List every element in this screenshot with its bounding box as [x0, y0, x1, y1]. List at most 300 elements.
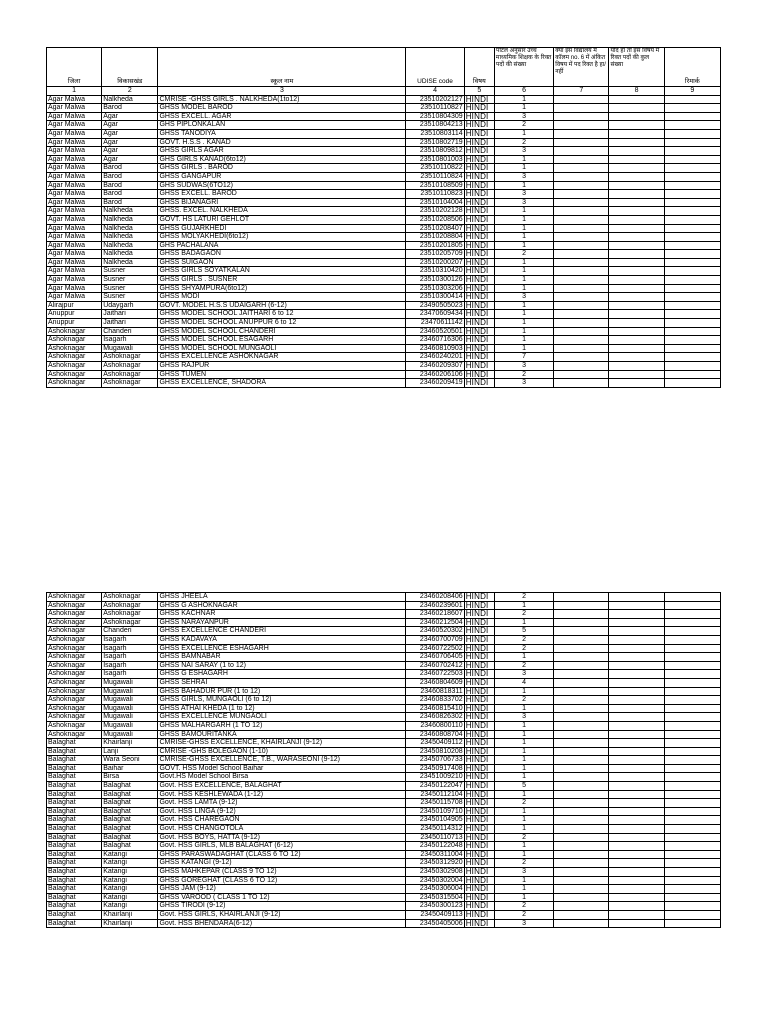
- cell-vacant-posts: 1: [494, 653, 553, 662]
- cell-udise-code: 23510200207: [406, 258, 464, 267]
- cell-vacant-posts: 1: [494, 825, 553, 834]
- cell-school-name: GHS SUDWAS(6TO12): [158, 181, 406, 190]
- cell-district: Balaghat: [47, 885, 102, 894]
- cell-block: Mugawali: [102, 687, 158, 696]
- cell-subject: HINDI: [464, 610, 494, 619]
- cell-subject: HINDI: [464, 129, 494, 138]
- cell-school-name: GHS PIPLONKALAN: [158, 121, 406, 130]
- cell-school-name: GHSS GANGAPUR: [158, 172, 406, 181]
- cell-vacant-posts: 1: [494, 181, 553, 190]
- cell-total-vacancies: [609, 739, 664, 748]
- cell-remark: [664, 138, 720, 147]
- cell-block: Balaghat: [102, 799, 158, 808]
- table-row: [47, 370, 721, 379]
- cell-total-vacancies: [609, 147, 664, 156]
- cell-vacancy-yes-no: [554, 816, 609, 825]
- cell-vacant-posts: 2: [494, 833, 553, 842]
- cell-total-vacancies: [609, 138, 664, 147]
- col-number: 3: [158, 87, 406, 96]
- cell-remark: [664, 764, 720, 773]
- cell-vacancy-yes-no: [554, 336, 609, 345]
- table-row: [47, 764, 721, 773]
- cell-vacant-posts: 2: [494, 696, 553, 705]
- cell-remark: [664, 893, 720, 902]
- cell-udise-code: 23460212504: [406, 618, 464, 627]
- cell-block: Balaghat: [102, 782, 158, 791]
- table-row: [47, 756, 721, 765]
- cell-block: Jaithari: [102, 310, 158, 319]
- cell-school-name: Govt. HSS CHANGOTOLA: [158, 825, 406, 834]
- cell-vacant-posts: 2: [494, 644, 553, 653]
- cell-vacant-posts: 1: [494, 601, 553, 610]
- cell-block: Agar: [102, 121, 158, 130]
- cell-total-vacancies: [609, 919, 664, 928]
- cell-block: Barod: [102, 198, 158, 207]
- table-row: [47, 670, 721, 679]
- cell-school-name: Govt. HSS LINGA (9-12): [158, 807, 406, 816]
- cell-block: Katangi: [102, 876, 158, 885]
- cell-remark: [664, 95, 720, 104]
- cell-district: Agar Malwa: [47, 207, 102, 216]
- cell-remark: [664, 267, 720, 276]
- cell-district: Ashoknagar: [47, 601, 102, 610]
- cell-school-name: Govt. HSS CHAREGAON: [158, 816, 406, 825]
- cell-block: Katangi: [102, 893, 158, 902]
- cell-vacancy-yes-no: [554, 241, 609, 250]
- cell-total-vacancies: [609, 344, 664, 353]
- cell-vacant-posts: 2: [494, 610, 553, 619]
- cell-district: Balaghat: [47, 859, 102, 868]
- cell-vacancy-yes-no: [554, 678, 609, 687]
- cell-total-vacancies: [609, 215, 664, 224]
- cell-school-name: GOVT. HS LATURI GEHLOT: [158, 215, 406, 224]
- cell-subject: HINDI: [464, 327, 494, 336]
- cell-subject: HINDI: [464, 593, 494, 602]
- cell-district: Ashoknagar: [47, 644, 102, 653]
- cell-district: Balaghat: [47, 782, 102, 791]
- cell-vacancy-yes-no: [554, 893, 609, 902]
- cell-vacant-posts: 1: [494, 310, 553, 319]
- cell-remark: [664, 670, 720, 679]
- cell-udise-code: 23490505023: [406, 301, 464, 310]
- cell-block: Agar: [102, 112, 158, 121]
- cell-district: Ashoknagar: [47, 696, 102, 705]
- cell-school-name: GHSS GIRLS . SUSNER: [158, 276, 406, 285]
- cell-vacancy-yes-no: [554, 224, 609, 233]
- cell-school-name: GHSS GIRLS . BAROD: [158, 164, 406, 173]
- table-row: [47, 696, 721, 705]
- cell-district: Ashoknagar: [47, 344, 102, 353]
- cell-udise-code: 23450810208: [406, 747, 464, 756]
- cell-subject: HINDI: [464, 893, 494, 902]
- cell-remark: [664, 293, 720, 302]
- cell-district: Balaghat: [47, 739, 102, 748]
- cell-remark: [664, 635, 720, 644]
- cell-vacancy-yes-no: [554, 129, 609, 138]
- cell-vacancy-yes-no: [554, 353, 609, 362]
- table-row: [47, 327, 721, 336]
- cell-vacancy-yes-no: [554, 250, 609, 259]
- cell-school-name: GOVT. H.S.S . KANAD: [158, 138, 406, 147]
- cell-udise-code: 23450409112: [406, 739, 464, 748]
- cell-block: Balaghat: [102, 816, 158, 825]
- cell-district: Agar Malwa: [47, 190, 102, 199]
- cell-udise-code: 23450706733: [406, 756, 464, 765]
- cell-subject: HINDI: [464, 859, 494, 868]
- cell-udise-code: 23450302908: [406, 868, 464, 877]
- cell-subject: HINDI: [464, 138, 494, 147]
- cell-remark: [664, 730, 720, 739]
- cell-total-vacancies: [609, 233, 664, 242]
- vacancy-table-top: [46, 47, 721, 388]
- cell-subject: HINDI: [464, 155, 494, 164]
- cell-subject: HINDI: [464, 919, 494, 928]
- cell-block: Barod: [102, 172, 158, 181]
- cell-subject: HINDI: [464, 95, 494, 104]
- cell-district: Balaghat: [47, 790, 102, 799]
- cell-district: Ashoknagar: [47, 670, 102, 679]
- cell-block: Barod: [102, 164, 158, 173]
- cell-vacant-posts: 1: [494, 267, 553, 276]
- cell-block: Chanderi: [102, 627, 158, 636]
- cell-udise-code: 23460520302: [406, 627, 464, 636]
- cell-vacant-posts: 3: [494, 198, 553, 207]
- cell-vacant-posts: 1: [494, 155, 553, 164]
- cell-vacancy-yes-no: [554, 868, 609, 877]
- cell-vacant-posts: 3: [494, 147, 553, 156]
- cell-vacancy-yes-no: [554, 773, 609, 782]
- cell-remark: [664, 233, 720, 242]
- cell-subject: HINDI: [464, 696, 494, 705]
- cell-udise-code: 23460722502: [406, 644, 464, 653]
- cell-udise-code: 23450306004: [406, 885, 464, 894]
- cell-remark: [664, 618, 720, 627]
- cell-school-name: GHSS GIRLS SOYATKALAN: [158, 267, 406, 276]
- table-row: [47, 164, 721, 173]
- cell-vacancy-yes-no: [554, 833, 609, 842]
- cell-udise-code: 23510804213: [406, 121, 464, 130]
- cell-remark: [664, 327, 720, 336]
- cell-total-vacancies: [609, 155, 664, 164]
- cell-block: Mugawali: [102, 696, 158, 705]
- cell-school-name: GHSS KADAVAYA: [158, 635, 406, 644]
- cell-vacant-posts: 1: [494, 164, 553, 173]
- cell-udise-code: 23460218607: [406, 610, 464, 619]
- cell-vacancy-yes-no: [554, 919, 609, 928]
- cell-total-vacancies: [609, 868, 664, 877]
- cell-district: Ashoknagar: [47, 379, 102, 388]
- cell-block: Lanji: [102, 747, 158, 756]
- cell-subject: HINDI: [464, 799, 494, 808]
- cell-vacant-posts: 1: [494, 850, 553, 859]
- table-row: [47, 850, 721, 859]
- cell-school-name: GHSS GIRLS, MUNGAOLI (6 to 12): [158, 696, 406, 705]
- cell-district: Agar Malwa: [47, 276, 102, 285]
- cell-vacancy-yes-no: [554, 790, 609, 799]
- cell-vacancy-yes-no: [554, 258, 609, 267]
- cell-vacant-posts: 1: [494, 104, 553, 113]
- cell-district: Ashoknagar: [47, 336, 102, 345]
- cell-district: Agar Malwa: [47, 155, 102, 164]
- cell-school-name: GHSS JHEELA: [158, 593, 406, 602]
- cell-udise-code: 23450122048: [406, 842, 464, 851]
- cell-remark: [664, 129, 720, 138]
- cell-block: Balaghat: [102, 807, 158, 816]
- cell-vacancy-yes-no: [554, 593, 609, 602]
- cell-remark: [664, 362, 720, 371]
- cell-remark: [664, 713, 720, 722]
- cell-remark: [664, 653, 720, 662]
- cell-district: Alirajpur: [47, 301, 102, 310]
- cell-total-vacancies: [609, 319, 664, 328]
- cell-district: Balaghat: [47, 747, 102, 756]
- cell-subject: HINDI: [464, 653, 494, 662]
- cell-vacancy-yes-no: [554, 362, 609, 371]
- cell-remark: [664, 833, 720, 842]
- cell-school-name: GHSS EXCELL. BAROD: [158, 190, 406, 199]
- cell-school-name: GHSS BAHADUR PUR (1 to 12): [158, 687, 406, 696]
- header-vacancy-yes-no: क्या इस विद्यालय में कॉलम no. 6 में अंकित विषय में पद रिक्त है हा/नहीं: [554, 48, 609, 87]
- cell-vacant-posts: 4: [494, 678, 553, 687]
- cell-district: Balaghat: [47, 842, 102, 851]
- table-row: [47, 825, 721, 834]
- cell-block: Nalkheda: [102, 258, 158, 267]
- cell-udise-code: 23460240201: [406, 353, 464, 362]
- cell-block: Ashoknagar: [102, 362, 158, 371]
- cell-school-name: GHSS KATANGI (9-12): [158, 859, 406, 868]
- cell-udise-code: 23450300123: [406, 902, 464, 911]
- cell-vacant-posts: 1: [494, 224, 553, 233]
- cell-total-vacancies: [609, 756, 664, 765]
- cell-block: Agar: [102, 155, 158, 164]
- table-row: [47, 310, 721, 319]
- cell-district: Ashoknagar: [47, 593, 102, 602]
- cell-school-name: GHSS KACHNAR: [158, 610, 406, 619]
- cell-total-vacancies: [609, 267, 664, 276]
- table-row: [47, 730, 721, 739]
- cell-udise-code: 23510300414: [406, 293, 464, 302]
- col-number: 5: [464, 87, 494, 96]
- cell-subject: HINDI: [464, 379, 494, 388]
- cell-vacancy-yes-no: [554, 379, 609, 388]
- cell-district: Ashoknagar: [47, 678, 102, 687]
- cell-vacancy-yes-no: [554, 687, 609, 696]
- cell-district: Balaghat: [47, 910, 102, 919]
- table-row: [47, 868, 721, 877]
- table-row: [47, 678, 721, 687]
- table-row: [47, 233, 721, 242]
- cell-district: Balaghat: [47, 833, 102, 842]
- cell-udise-code: 23510804309: [406, 112, 464, 121]
- cell-district: Agar Malwa: [47, 138, 102, 147]
- cell-block: Mugawali: [102, 704, 158, 713]
- cell-subject: HINDI: [464, 293, 494, 302]
- table-row: [47, 379, 721, 388]
- cell-remark: [664, 859, 720, 868]
- cell-subject: HINDI: [464, 902, 494, 911]
- cell-school-name: GHSS BADAGAON: [158, 250, 406, 259]
- cell-subject: HINDI: [464, 618, 494, 627]
- cell-vacant-posts: 1: [494, 276, 553, 285]
- cell-remark: [664, 799, 720, 808]
- cell-total-vacancies: [609, 618, 664, 627]
- cell-vacancy-yes-no: [554, 902, 609, 911]
- cell-block: Balaghat: [102, 825, 158, 834]
- cell-vacant-posts: 1: [494, 319, 553, 328]
- cell-remark: [664, 919, 720, 928]
- cell-remark: [664, 276, 720, 285]
- cell-block: Katangi: [102, 859, 158, 868]
- cell-vacant-posts: 2: [494, 250, 553, 259]
- cell-total-vacancies: [609, 181, 664, 190]
- cell-school-name: GOVT. MODEL H.S.S UDAIGARH (6-12): [158, 301, 406, 310]
- cell-total-vacancies: [609, 850, 664, 859]
- cell-school-name: GHSS MODEL SCHOOL ESAGARH: [158, 336, 406, 345]
- cell-block: Mugawali: [102, 678, 158, 687]
- cell-block: Katangi: [102, 902, 158, 911]
- cell-remark: [664, 198, 720, 207]
- cell-vacancy-yes-no: [554, 704, 609, 713]
- cell-block: Balaghat: [102, 842, 158, 851]
- cell-vacant-posts: 1: [494, 842, 553, 851]
- cell-remark: [664, 687, 720, 696]
- cell-vacant-posts: 2: [494, 799, 553, 808]
- cell-school-name: GHSS. EXCEL. NALKHEDA: [158, 207, 406, 216]
- cell-block: Birsa: [102, 773, 158, 782]
- table-row: [47, 782, 721, 791]
- cell-subject: HINDI: [464, 224, 494, 233]
- cell-total-vacancies: [609, 747, 664, 756]
- cell-district: Ashoknagar: [47, 704, 102, 713]
- cell-total-vacancies: [609, 644, 664, 653]
- cell-udise-code: 23450114312: [406, 825, 464, 834]
- cell-vacant-posts: 3: [494, 670, 553, 679]
- vacancy-table-bottom: [46, 592, 721, 928]
- cell-block: Nalkheda: [102, 215, 158, 224]
- cell-school-name: GHSS ATHAI KHEDA (1 to 12): [158, 704, 406, 713]
- cell-school-name: GOVT. HSS Model School Baihar: [158, 764, 406, 773]
- cell-total-vacancies: [609, 601, 664, 610]
- cell-udise-code: 23450312920: [406, 859, 464, 868]
- cell-remark: [664, 902, 720, 911]
- cell-block: Ashoknagar: [102, 601, 158, 610]
- cell-remark: [664, 627, 720, 636]
- cell-school-name: CMRISE-GHSS EXCELLENCE, KHAIRLANJI (9-12): [158, 739, 406, 748]
- cell-vacant-posts: 3: [494, 112, 553, 121]
- cell-school-name: GHSS MALHARGARH (1 TO 12): [158, 721, 406, 730]
- cell-block: Isagarh: [102, 336, 158, 345]
- table-row: [47, 661, 721, 670]
- cell-district: Ashoknagar: [47, 687, 102, 696]
- cell-school-name: GHS PACHALANA: [158, 241, 406, 250]
- cell-vacancy-yes-no: [554, 147, 609, 156]
- cell-district: Ashoknagar: [47, 370, 102, 379]
- cell-udise-code: 23460833702: [406, 696, 464, 705]
- table-row: [47, 121, 721, 130]
- cell-vacant-posts: 1: [494, 241, 553, 250]
- cell-udise-code: 23460722503: [406, 670, 464, 679]
- cell-udise-code: 23510801003: [406, 155, 464, 164]
- cell-district: Balaghat: [47, 764, 102, 773]
- cell-school-name: GHSS EXCELLENCE ESHAGARH: [158, 644, 406, 653]
- cell-block: Nalkheda: [102, 250, 158, 259]
- cell-vacancy-yes-no: [554, 721, 609, 730]
- header-remark: रिमार्क: [664, 48, 720, 87]
- cell-block: Susner: [102, 284, 158, 293]
- cell-udise-code: 23460826302: [406, 713, 464, 722]
- cell-remark: [664, 379, 720, 388]
- col-number: 8: [609, 87, 664, 96]
- cell-vacancy-yes-no: [554, 876, 609, 885]
- cell-school-name: GHSS RAJPUR: [158, 362, 406, 371]
- cell-school-name: GHSS JAM (9-12): [158, 885, 406, 894]
- cell-subject: HINDI: [464, 250, 494, 259]
- cell-total-vacancies: [609, 859, 664, 868]
- table-row: [47, 704, 721, 713]
- cell-total-vacancies: [609, 370, 664, 379]
- cell-vacant-posts: 3: [494, 379, 553, 388]
- table-row: [47, 876, 721, 885]
- table-row: [47, 284, 721, 293]
- cell-district: Ashoknagar: [47, 627, 102, 636]
- cell-remark: [664, 121, 720, 130]
- cell-total-vacancies: [609, 764, 664, 773]
- table-row: [47, 207, 721, 216]
- cell-district: Balaghat: [47, 902, 102, 911]
- cell-vacant-posts: 1: [494, 618, 553, 627]
- cell-district: Balaghat: [47, 825, 102, 834]
- cell-block: Ashoknagar: [102, 370, 158, 379]
- cell-subject: HINDI: [464, 687, 494, 696]
- cell-total-vacancies: [609, 799, 664, 808]
- cell-district: Agar Malwa: [47, 241, 102, 250]
- cell-total-vacancies: [609, 164, 664, 173]
- header-udise-code: UDISE code: [406, 48, 464, 87]
- cell-vacant-posts: 2: [494, 121, 553, 130]
- table-row: [47, 747, 721, 756]
- table-row: [47, 644, 721, 653]
- cell-vacant-posts: 1: [494, 327, 553, 336]
- cell-total-vacancies: [609, 250, 664, 259]
- cell-district: Agar Malwa: [47, 121, 102, 130]
- cell-subject: HINDI: [464, 678, 494, 687]
- header-subject: विषय: [464, 48, 494, 87]
- cell-block: Isagarh: [102, 661, 158, 670]
- cell-school-name: Govt. HSS KESHLEWADA (1-12): [158, 790, 406, 799]
- cell-total-vacancies: [609, 670, 664, 679]
- cell-block: Mugawali: [102, 721, 158, 730]
- cell-district: Ashoknagar: [47, 362, 102, 371]
- cell-block: Agar: [102, 129, 158, 138]
- cell-school-name: GHSS MAHKEPAR (CLASS 9 TO 12): [158, 868, 406, 877]
- cell-subject: HINDI: [464, 782, 494, 791]
- cell-block: Katangi: [102, 885, 158, 894]
- cell-district: Agar Malwa: [47, 258, 102, 267]
- cell-remark: [664, 807, 720, 816]
- cell-vacant-posts: 1: [494, 790, 553, 799]
- cell-subject: HINDI: [464, 790, 494, 799]
- cell-total-vacancies: [609, 327, 664, 336]
- table-row: [47, 910, 721, 919]
- col-number: 4: [406, 87, 464, 96]
- cell-total-vacancies: [609, 198, 664, 207]
- table-row: [47, 721, 721, 730]
- cell-block: Udaygarh: [102, 301, 158, 310]
- cell-total-vacancies: [609, 678, 664, 687]
- cell-udise-code: 23510201805: [406, 241, 464, 250]
- cell-subject: HINDI: [464, 362, 494, 371]
- cell-district: Ashoknagar: [47, 661, 102, 670]
